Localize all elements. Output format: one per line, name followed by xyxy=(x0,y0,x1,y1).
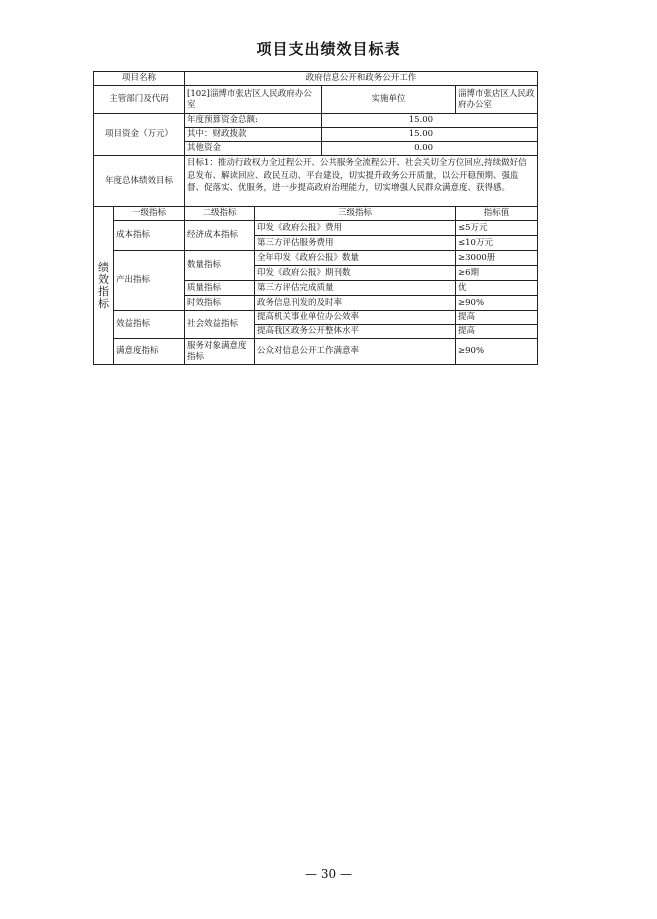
indicators-side-label: 绩 效 指 标 xyxy=(94,207,114,365)
cost-level2: 经济成本指标 xyxy=(185,221,255,251)
satisfaction-item: 公众对信息公开工作满意率 xyxy=(255,339,456,365)
output-level1: 产出指标 xyxy=(114,251,185,311)
header-level1: 一级指标 xyxy=(114,207,185,221)
quantity-value: ≥6期 xyxy=(456,266,538,281)
benefit-item: 提高我区政务公开整体水平 xyxy=(255,325,456,339)
quantity-value: ≥3000册 xyxy=(456,251,538,266)
benefit-value: 提高 xyxy=(456,325,538,339)
page-title: 项目支出绩效目标表 xyxy=(256,40,401,58)
table-row xyxy=(94,311,538,325)
table-row xyxy=(94,114,538,128)
table-row xyxy=(94,86,538,114)
funds-total-value: 15.00 xyxy=(322,114,538,128)
benefit-item: 提高机关事业单位办公效率 xyxy=(255,311,456,325)
department-value: [102]淄博市张店区人民政府办公室 xyxy=(185,86,322,114)
quality-level2: 质量指标 xyxy=(185,281,255,296)
funds-other-value: 0.00 xyxy=(322,142,538,156)
funds-total-label: 年度预算资金总额: xyxy=(185,114,322,128)
impl-unit-label: 实施单位 xyxy=(322,86,456,114)
timeliness-item: 政务信息刊发的及时率 xyxy=(255,296,456,311)
quantity-item: 全年印发《政府公报》数量 xyxy=(255,251,456,266)
satisfaction-value: ≥90% xyxy=(456,339,538,365)
header-level3: 三级指标 xyxy=(255,207,456,221)
funds-fiscal-value: 15.00 xyxy=(322,128,538,142)
table-row xyxy=(94,207,538,221)
cost-level1: 成本指标 xyxy=(114,221,185,251)
impl-unit-value: 淄博市张店区人民政府办公室 xyxy=(456,86,538,114)
timeliness-level2: 时效指标 xyxy=(185,296,255,311)
cost-value: ≤10万元 xyxy=(456,236,538,251)
table-row xyxy=(94,339,538,365)
goal-label: 年度总体绩效目标 xyxy=(94,156,185,207)
satisfaction-level2: 服务对象满意度指标 xyxy=(185,339,255,365)
header-value: 指标值 xyxy=(456,207,538,221)
table-row xyxy=(94,251,538,266)
table-row xyxy=(94,156,538,207)
performance-table xyxy=(93,71,538,365)
table-row xyxy=(94,221,538,236)
cost-item: 第三方评估服务费用 xyxy=(255,236,456,251)
quantity-item: 印发《政府公报》期刊数 xyxy=(255,266,456,281)
funds-fiscal-label: 其中：财政拨款 xyxy=(185,128,322,142)
funds-other-label: 其他资金 xyxy=(185,142,322,156)
benefit-level1: 效益指标 xyxy=(114,311,185,339)
timeliness-value: ≥90% xyxy=(456,296,538,311)
quantity-level2: 数量指标 xyxy=(185,251,255,281)
department-label: 主管部门及代码 xyxy=(94,86,185,114)
cost-value: ≤5万元 xyxy=(456,221,538,236)
page-number: — 30 — xyxy=(305,867,352,881)
goal-text: 目标1：推动行政权力全过程公开、公共服务全流程公开、社会关切全方位回应,持续做好信息发布、解读回应、政民互动、平台建设，切实提升政务公开质量，以公开稳预期、强监督、促落实、优服务，进一步提高政府治理能力，切实增强人民群众满意度、获得感。 xyxy=(185,156,538,207)
satisfaction-level1: 满意度指标 xyxy=(114,339,185,365)
benefit-level2: 社会效益指标 xyxy=(185,311,255,339)
table-row xyxy=(94,72,538,86)
header-level2: 二级指标 xyxy=(185,207,255,221)
benefit-value: 提高 xyxy=(456,311,538,325)
project-name-value: 政府信息公开和政务公开工作 xyxy=(185,72,538,86)
project-name-label: 项目名称 xyxy=(94,72,185,86)
cost-item: 印发《政府公报》费用 xyxy=(255,221,456,236)
quality-item: 第三方评估完成质量 xyxy=(255,281,456,296)
quality-value: 优 xyxy=(456,281,538,296)
funds-label: 项目资金（万元） xyxy=(94,114,185,156)
